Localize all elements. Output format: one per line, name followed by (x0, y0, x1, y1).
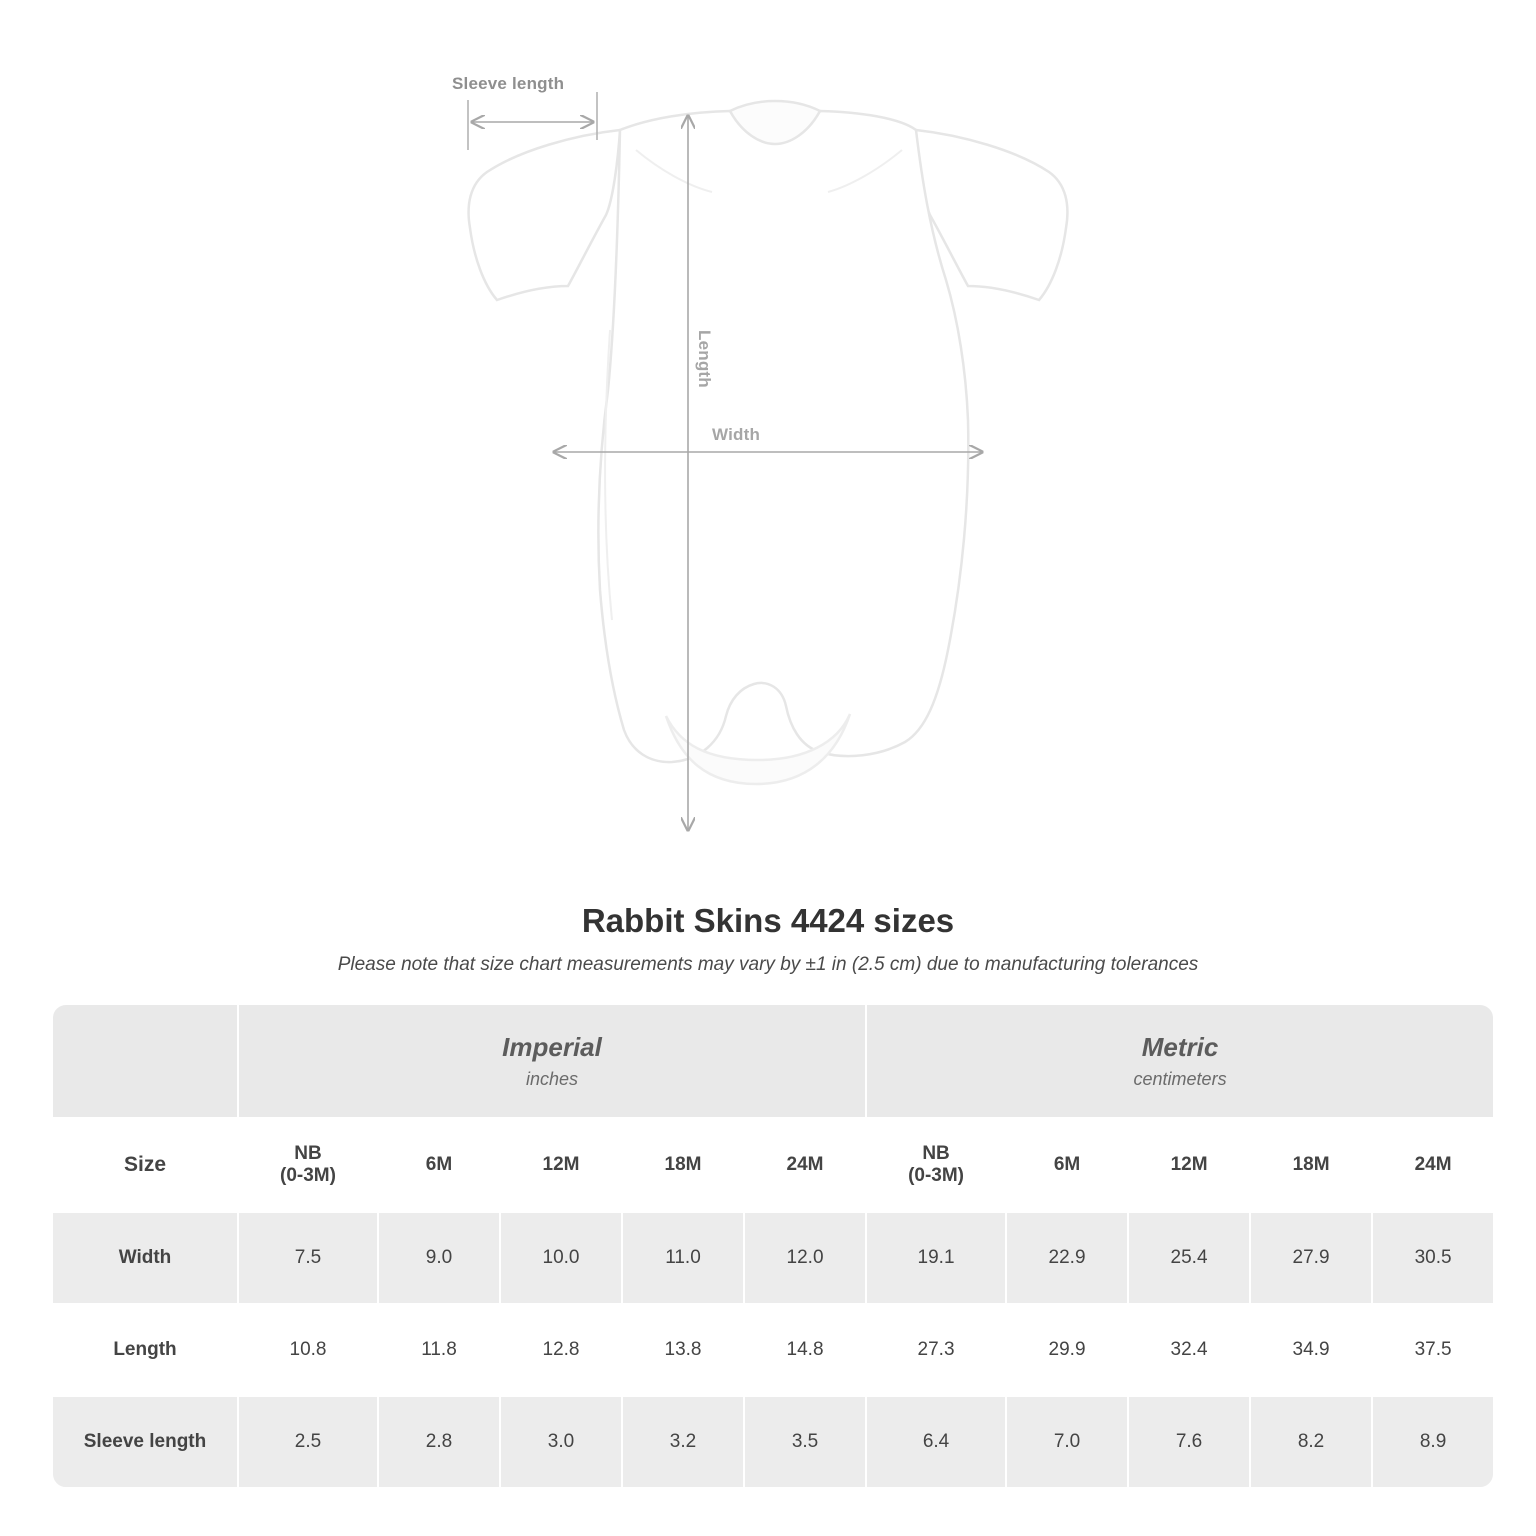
unit-group-metric-sub: centimeters (1133, 1069, 1227, 1089)
cell-length-24m-cm: 37.5 (1372, 1304, 1494, 1396)
cell-length-6m-cm: 29.9 (1006, 1304, 1128, 1396)
cell-length-12m-cm: 32.4 (1128, 1304, 1250, 1396)
cell-width-18m-cm: 27.9 (1250, 1212, 1372, 1304)
size-column-header-main: NB (922, 1143, 950, 1164)
cell-sleeve-24m-cm: 8.9 (1372, 1396, 1494, 1488)
unit-group-imperial-sub: inches (526, 1069, 579, 1089)
tolerance-note: Please note that size chart measurements may vary by ±1 in (2.5 cm) due to manufacturing tolerances (337, 954, 1199, 975)
cell-sleeve-18m-in: 3.2 (622, 1396, 744, 1488)
cell-width-18m-in: 11.0 (622, 1212, 744, 1304)
sleeve-length-dimension-label: Sleeve length (452, 74, 565, 93)
size-chart-table (52, 1004, 1494, 1488)
size-header-row (52, 1118, 1494, 1212)
cell-width-24m-cm: 30.5 (1372, 1212, 1494, 1304)
cell-length-nb-cm: 27.3 (866, 1304, 1006, 1396)
table-row (52, 1212, 1494, 1304)
table-corner-cell (52, 1004, 238, 1118)
unit-header-row (52, 1004, 1494, 1118)
size-column-header-main: NB (294, 1143, 322, 1164)
cell-length-24m-in: 14.8 (744, 1304, 866, 1396)
cell-width-12m-in: 10.0 (500, 1212, 622, 1304)
size-column-header-sub: (0-3M) (908, 1165, 965, 1186)
size-header-label: Size (52, 1118, 238, 1212)
size-column-header (866, 1118, 1006, 1212)
cell-sleeve-6m-in: 2.8 (378, 1396, 500, 1488)
unit-group-metric (866, 1004, 1494, 1118)
unit-group-imperial-name: Imperial (502, 1032, 602, 1062)
table-row (52, 1396, 1494, 1488)
cell-width-nb-cm: 19.1 (866, 1212, 1006, 1304)
size-chart-table-wrapper (52, 1004, 1484, 1488)
cell-sleeve-nb-cm: 6.4 (866, 1396, 1006, 1488)
unit-group-imperial (238, 1004, 866, 1118)
row-label-sleeve-length: Sleeve length (52, 1396, 238, 1488)
size-column-header: 24M (744, 1118, 866, 1212)
cell-width-nb-in: 7.5 (238, 1212, 378, 1304)
cell-sleeve-nb-in: 2.5 (238, 1396, 378, 1488)
size-column-header: 24M (1372, 1118, 1494, 1212)
page-title: Rabbit Skins 4424 sizes (581, 902, 955, 939)
cell-width-12m-cm: 25.4 (1128, 1212, 1250, 1304)
size-column-header: 18M (622, 1118, 744, 1212)
length-dimension-label: Length (695, 330, 714, 388)
title-block (0, 902, 1536, 976)
size-column-header: 18M (1250, 1118, 1372, 1212)
cell-length-nb-in: 10.8 (238, 1304, 378, 1396)
cell-sleeve-18m-cm: 8.2 (1250, 1396, 1372, 1488)
cell-width-24m-in: 12.0 (744, 1212, 866, 1304)
size-column-header (238, 1118, 378, 1212)
cell-width-6m-in: 9.0 (378, 1212, 500, 1304)
unit-group-metric-name: Metric (1141, 1032, 1219, 1062)
cell-length-18m-cm: 34.9 (1250, 1304, 1372, 1396)
cell-length-12m-in: 12.8 (500, 1304, 622, 1396)
row-label-width: Width (52, 1212, 238, 1304)
cell-width-6m-cm: 22.9 (1006, 1212, 1128, 1304)
width-dimension-label: Width (712, 425, 761, 444)
size-column-header: 6M (1006, 1118, 1128, 1212)
cell-sleeve-6m-cm: 7.0 (1006, 1396, 1128, 1488)
row-label-length: Length (52, 1304, 238, 1396)
size-column-header: 12M (1128, 1118, 1250, 1212)
size-column-header: 12M (500, 1118, 622, 1212)
cell-sleeve-12m-cm: 7.6 (1128, 1396, 1250, 1488)
size-column-header: 6M (378, 1118, 500, 1212)
cell-length-6m-in: 11.8 (378, 1304, 500, 1396)
size-column-header-sub: (0-3M) (280, 1165, 336, 1186)
cell-sleeve-24m-in: 3.5 (744, 1396, 866, 1488)
cell-length-18m-in: 13.8 (622, 1304, 744, 1396)
cell-sleeve-12m-in: 3.0 (500, 1396, 622, 1488)
table-row (52, 1304, 1494, 1396)
